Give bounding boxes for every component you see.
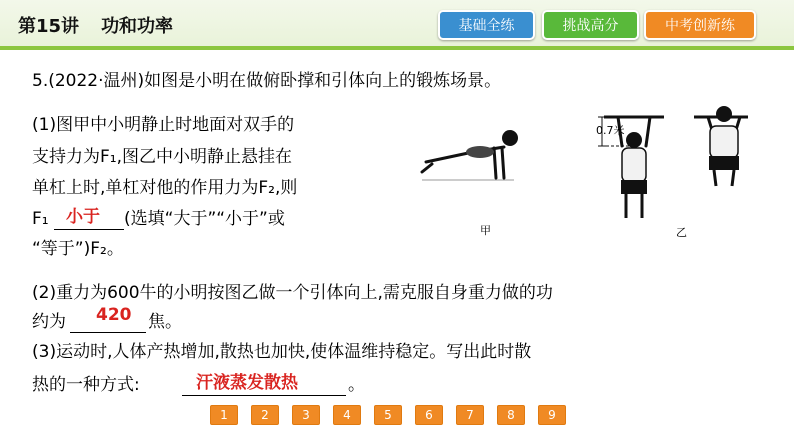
- page-button-4[interactable]: 4: [333, 405, 361, 425]
- page-button-7[interactable]: 7: [456, 405, 484, 425]
- lecture-number: 第15讲: [18, 16, 80, 37]
- page-title: [18, 12, 173, 38]
- page-button-6[interactable]: 6: [415, 405, 443, 425]
- part2-line2-prefix: 约为: [32, 312, 66, 332]
- figure-label-b: 乙: [676, 226, 687, 239]
- part3-line1: (3)运动时,人体产热增加,散热也加快,使体温维持稳定。写出此时散: [32, 342, 532, 362]
- part1-line4-prefix: F₁: [32, 209, 49, 229]
- part1-line1: (1)图甲中小明静止时地面对双手的: [32, 115, 295, 135]
- header-bar: [0, 0, 794, 50]
- page-button-3[interactable]: 3: [292, 405, 320, 425]
- exam-innovation-button[interactable]: 中考创新练: [644, 10, 756, 40]
- basic-practice-button[interactable]: 基础全练: [438, 10, 535, 40]
- exercise-illustration: [418, 100, 748, 240]
- answer-part1: 小于: [66, 207, 100, 227]
- pagination: [210, 405, 566, 425]
- answer-part3: 汗液蒸发散热: [196, 373, 298, 393]
- challenge-button[interactable]: 挑战高分: [542, 10, 639, 40]
- page-button-5[interactable]: 5: [374, 405, 402, 425]
- answer-blank-3: [182, 395, 346, 396]
- answer-part2: 420: [96, 305, 132, 325]
- answer-blank-1: [54, 229, 124, 230]
- part2-line2-suffix: 焦。: [148, 312, 182, 332]
- lecture-topic: 功和功率: [101, 16, 174, 37]
- part1-line4-suffix: (选填“大于”“小于”或: [124, 209, 285, 229]
- part1-line2: 支持力为F₁,图乙中小明静止悬挂在: [32, 147, 292, 167]
- part3-line2-prefix: 热的一种方式:: [32, 375, 140, 395]
- figure-label-a: 甲: [480, 224, 491, 237]
- page-button-1[interactable]: 1: [210, 405, 238, 425]
- page-button-2[interactable]: 2: [251, 405, 279, 425]
- part3-line2-suffix: 。: [348, 375, 365, 395]
- page-button-8[interactable]: 8: [497, 405, 525, 425]
- part2-line1: (2)重力为600牛的小明按图乙做一个引体向上,需克服自身重力做的功: [32, 283, 553, 303]
- part1-line5: “等于”)F₂。: [32, 239, 124, 259]
- header-divider: [0, 46, 794, 50]
- exercise-figure: [418, 100, 748, 240]
- page-button-9[interactable]: 9: [538, 405, 566, 425]
- part1-line3: 单杠上时,单杠对他的作用力为F₂,则: [32, 178, 298, 198]
- height-label: 0.7米: [596, 124, 625, 137]
- question-intro: 5.(2022·温州)如图是小明在做俯卧撑和引体向上的锻炼场景。: [32, 71, 502, 91]
- answer-blank-2: [70, 332, 146, 333]
